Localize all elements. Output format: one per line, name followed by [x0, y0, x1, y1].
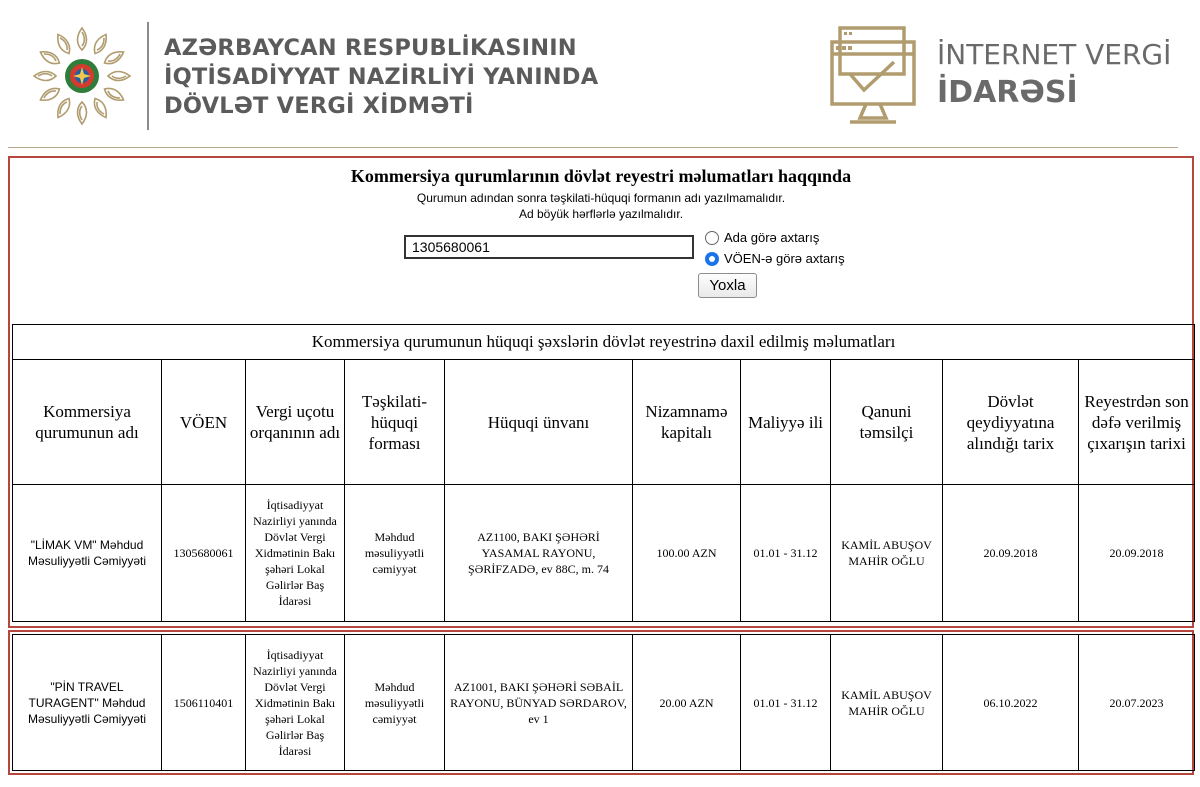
- voen-cell: 1506110401: [162, 635, 246, 771]
- results-caption: Kommersiya qurumunun hüquqi şəxslərin dövlət reyestrinə daxil edilmiş məlumatları: [13, 325, 1195, 360]
- table-row: [13, 485, 1195, 622]
- address-cell: AZ1001, BAKI ŞƏHƏRİ SƏBAİL RAYONU, BÜNYAD SƏRDAROV, ev 1: [445, 635, 633, 771]
- radio-search-by-voen[interactable]: [705, 251, 845, 266]
- org-name-line-3: DÖVLƏT VERGİ XİDMƏTİ: [164, 93, 474, 119]
- column-header-registration-date: Dövlət qeydiyyatına alındığı tarix: [943, 360, 1079, 485]
- site-header: [0, 0, 1200, 150]
- radio-name-label: Ada görə axtarış: [724, 230, 820, 245]
- tax-office-cell: İqtisadiyyat Nazirliyi yanında Dövlət Vergi Xidmətinin Bakı şəhəri Lokal Gəlirlər Baş İdarəsi: [246, 485, 345, 622]
- column-header-representative: Qanuni təmsilçi: [831, 360, 943, 485]
- search-input[interactable]: [404, 235, 694, 259]
- radio-search-by-name[interactable]: [705, 230, 819, 245]
- legal-form-cell: Məhdud məsuliyyətli cəmiyyət: [345, 485, 445, 622]
- search-panel: [8, 156, 1194, 324]
- registration-date-cell: 06.10.2022: [943, 635, 1079, 771]
- portal-name: [937, 36, 1171, 112]
- last-extract-date-cell: 20.09.2018: [1079, 485, 1195, 622]
- org-name-line-2: İQTİSADİYYAT NAZİRLİYİ YANINDA: [164, 64, 599, 90]
- header-divider: [147, 22, 149, 130]
- search-note-1: Qurumun adından sonra təşkilati-hüquqi formanın adı yazılmamalıdır.: [416, 191, 786, 205]
- company-name-cell: "LİMAK VM" Məhdud Məsuliyyətli Cəmiyyəti: [13, 485, 162, 622]
- column-header-legal-form: Təşkilati-hüquqi forması: [345, 360, 445, 485]
- capital-cell: 100.00 AZN: [633, 485, 741, 622]
- search-note-2: Ad böyük hərflərlə yazılmalıdır.: [518, 207, 684, 221]
- column-header-voen: VÖEN: [162, 360, 246, 485]
- radio-voen-control[interactable]: [705, 252, 719, 266]
- portal-name-line-2: İDARƏSİ: [937, 75, 1078, 110]
- column-header-address: Hüquqi ünvanı: [445, 360, 633, 485]
- radio-voen-label: VÖEN-ə görə axtarış: [724, 251, 845, 266]
- address-cell: AZ1100, BAKI ŞƏHƏRİ YASAMAL RAYONU, ŞƏRİFZADƏ, ev 88C, m. 74: [445, 485, 633, 622]
- column-header-name: Kommersiya qurumunun adı: [13, 360, 162, 485]
- check-button[interactable]: Yoxla: [698, 273, 757, 298]
- column-header-fiscal-year: Maliyyə ili: [741, 360, 831, 485]
- legal-form-cell: Məhdud məsuliyyətli cəmiyyət: [345, 635, 445, 771]
- state-emblem-icon: [28, 22, 136, 130]
- column-header-capital: Nizamnamə kapitalı: [633, 360, 741, 485]
- table-row: [13, 635, 1195, 771]
- registration-date-cell: 20.09.2018: [943, 485, 1079, 622]
- fiscal-year-cell: 01.01 - 31.12: [741, 485, 831, 622]
- representative-cell: KAMİL ABUŞOV MAHİR OĞLU: [831, 485, 943, 622]
- column-header-last-extract-date: Reyestrdən son dəfə verilmiş çıxarışın tarixi: [1079, 360, 1195, 485]
- portal-name-line-1: İNTERNET VERGİ: [937, 38, 1172, 71]
- radio-name-control[interactable]: [705, 231, 719, 245]
- representative-cell: KAMİL ABUŞOV MAHİR OĞLU: [831, 635, 943, 771]
- search-title: Kommersiya qurumlarının dövlət reyestri məlumatları haqqında: [350, 166, 852, 186]
- organization-name: [164, 34, 598, 121]
- results-block-2: [8, 630, 1194, 775]
- monitor-checkmark-icon: [828, 24, 918, 126]
- tax-office-cell: İqtisadiyyat Nazirliyi yanında Dövlət Vergi Xidmətinin Bakı şəhəri Lokal Gəlirlər Baş İdarəsi: [246, 635, 345, 771]
- fiscal-year-cell: 01.01 - 31.12: [741, 635, 831, 771]
- capital-cell: 20.00 AZN: [633, 635, 741, 771]
- column-header-tax-office: Vergi uçotu orqanının adı: [246, 360, 345, 485]
- voen-cell: 1305680061: [162, 485, 246, 622]
- last-extract-date-cell: 20.07.2023: [1079, 635, 1195, 771]
- results-table: [12, 324, 1195, 622]
- results-block-1: [8, 324, 1194, 628]
- header-rule: [8, 147, 1178, 148]
- org-name-line-1: AZƏRBAYCAN RESPUBLİKASININ: [164, 35, 577, 61]
- company-name-cell: "PİN TRAVEL TURAGENT" Məhdud Məsuliyyətli Cəmiyyəti: [13, 635, 162, 771]
- results-table-2: [12, 634, 1195, 771]
